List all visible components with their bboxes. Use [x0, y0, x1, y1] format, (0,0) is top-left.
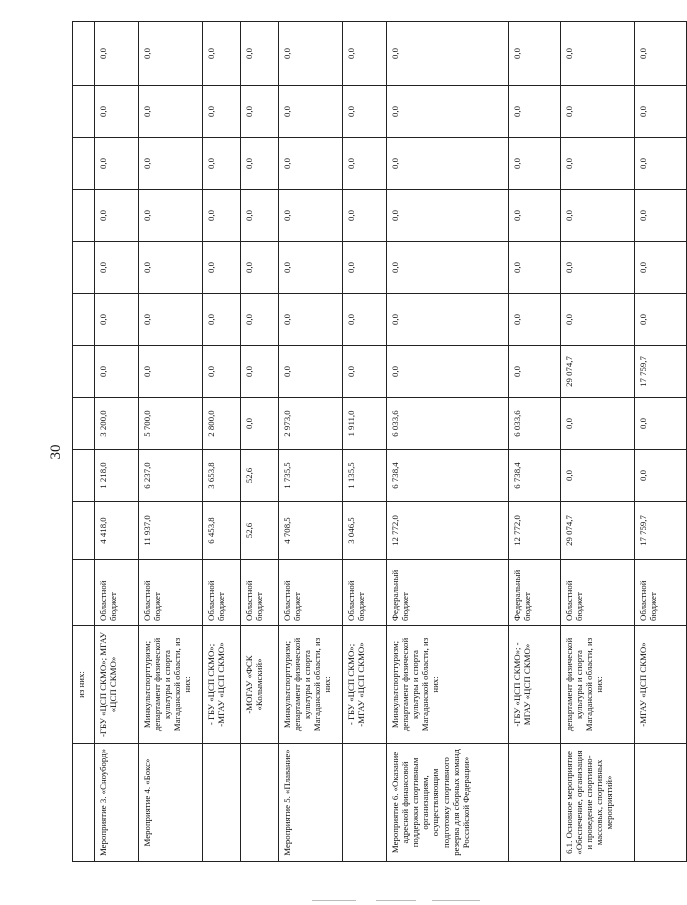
amount-cell: 0,0	[203, 242, 241, 294]
table-row	[635, 22, 687, 862]
amount-cell	[73, 22, 95, 86]
executor-cell: Минкультспорттуризм; департамент физической культуры и спорта Магаданской области, из них:	[387, 626, 509, 744]
executor-cell: -ГБУ «ЦСП СКМО»; МГАУ «ЦСП СКМО»	[95, 626, 139, 744]
funding-source-cell	[73, 560, 95, 626]
amount-cell: 0,0	[635, 450, 687, 502]
table-row	[139, 22, 203, 862]
amount-cell: 0,0	[279, 242, 343, 294]
executor-cell: - ГБУ «ЦСП СКМО»; -МГАУ «ЦСП СКМО»	[343, 626, 387, 744]
amount-cell: 0,0	[241, 190, 279, 242]
amount-cell: 0,0	[203, 190, 241, 242]
budget-table	[72, 21, 687, 862]
amount-cell: 17 759,7	[635, 346, 687, 398]
funding-source-cell: Областной бюджет	[635, 560, 687, 626]
amount-cell: 17 759,7	[635, 502, 687, 560]
amount-cell: 0,0	[139, 22, 203, 86]
amount-cell: 0,0	[343, 22, 387, 86]
amount-cell: 6 738,4	[387, 450, 509, 502]
amount-cell: 0,0	[95, 346, 139, 398]
table-row	[73, 22, 95, 862]
amount-cell: 0,0	[343, 294, 387, 346]
amount-cell: 0,0	[387, 86, 509, 138]
amount-cell: 2 800,0	[203, 398, 241, 450]
amount-cell: 1 911,0	[343, 398, 387, 450]
amount-cell: 0,0	[343, 138, 387, 190]
amount-cell: 12 772,0	[509, 502, 561, 560]
table-row	[203, 22, 241, 862]
measure-name-cell	[241, 744, 279, 862]
amount-cell: 6 738,4	[509, 450, 561, 502]
measure-name-cell: Мероприятие 4. «Бокс»	[139, 744, 203, 862]
amount-cell: 1 135,5	[343, 450, 387, 502]
amount-cell: 29 074,7	[561, 502, 635, 560]
measure-name-cell	[73, 744, 95, 862]
amount-cell: 0,0	[561, 242, 635, 294]
amount-cell: 0,0	[387, 242, 509, 294]
amount-cell: 0,0	[241, 242, 279, 294]
amount-cell: 0,0	[203, 294, 241, 346]
amount-cell: 0,0	[241, 86, 279, 138]
amount-cell: 0,0	[139, 294, 203, 346]
amount-cell: 0,0	[203, 138, 241, 190]
measure-name-cell	[343, 744, 387, 862]
amount-cell	[73, 398, 95, 450]
table-row	[387, 22, 509, 862]
funding-source-cell: Областной бюджет	[139, 560, 203, 626]
amount-cell: 0,0	[509, 346, 561, 398]
amount-cell: 0,0	[387, 22, 509, 86]
amount-cell: 0,0	[561, 138, 635, 190]
amount-cell	[73, 190, 95, 242]
amount-cell: 0,0	[279, 346, 343, 398]
amount-cell	[73, 346, 95, 398]
amount-cell: 0,0	[509, 86, 561, 138]
funding-source-cell: Областной бюджет	[343, 560, 387, 626]
amount-cell: 52,6	[241, 450, 279, 502]
funding-source-cell: Федеральный бюджет	[509, 560, 561, 626]
table-row	[241, 22, 279, 862]
table-row	[561, 22, 635, 862]
amount-cell: 0,0	[241, 22, 279, 86]
executor-cell: Минкультспорттуризм; департамент физической культуры и спорта Магаданской области, из них:	[139, 626, 203, 744]
amount-cell: 0,0	[139, 138, 203, 190]
amount-cell: 0,0	[387, 190, 509, 242]
footer-rule	[432, 900, 480, 901]
amount-cell: 6 033,6	[509, 398, 561, 450]
footer-rule	[312, 900, 356, 901]
amount-cell: 0,0	[509, 294, 561, 346]
rotated-page	[72, 40, 659, 862]
amount-cell: 3 653,8	[203, 450, 241, 502]
amount-cell: 0,0	[343, 242, 387, 294]
amount-cell: 6 033,6	[387, 398, 509, 450]
measure-name-cell: Мероприятие 3. «Сноуборд»	[95, 744, 139, 862]
amount-cell: 0,0	[139, 86, 203, 138]
amount-cell: 0,0	[635, 294, 687, 346]
measure-name-cell: 6.1. Основное мероприятие «Обеспечение, организация и проведение спортивно-массовых, спортивных мероприятий»	[561, 744, 635, 862]
amount-cell: 0,0	[561, 86, 635, 138]
table-row	[343, 22, 387, 862]
amount-cell: 0,0	[509, 138, 561, 190]
amount-cell: 0,0	[139, 346, 203, 398]
measure-name-cell: Мероприятие 6. «Оказание адресной финансовой поддержки спортивным организациям, осуществляющим подготовку спортивного резерва для сборных команд Российской Федерации»	[387, 744, 509, 862]
executor-cell: департамент физической культуры и спорта Магаданской области, из них:	[561, 626, 635, 744]
amount-cell: 5 700,0	[139, 398, 203, 450]
amount-cell: 0,0	[509, 242, 561, 294]
amount-cell: 0,0	[343, 86, 387, 138]
page-number: 30	[48, 444, 64, 460]
amount-cell: 2 973,0	[279, 398, 343, 450]
amount-cell: 0,0	[635, 190, 687, 242]
amount-cell: 0,0	[203, 22, 241, 86]
amount-cell: 29 074,7	[561, 346, 635, 398]
funding-source-cell: Федеральный бюджет	[387, 560, 509, 626]
amount-cell: 0,0	[241, 138, 279, 190]
amount-cell: 0,0	[509, 190, 561, 242]
amount-cell: 0,0	[279, 138, 343, 190]
amount-cell: 0,0	[387, 138, 509, 190]
amount-cell: 0,0	[635, 242, 687, 294]
amount-cell: 0,0	[203, 86, 241, 138]
amount-cell	[73, 242, 95, 294]
executor-cell: из них:	[73, 626, 95, 744]
measure-name-cell	[203, 744, 241, 862]
amount-cell: 4 418,0	[95, 502, 139, 560]
amount-cell: 0,0	[95, 138, 139, 190]
amount-cell: 0,0	[635, 86, 687, 138]
funding-source-cell: Областной бюджет	[241, 560, 279, 626]
executor-cell: - ГБУ «ЦСП СКМО»; -МГАУ «ЦСП СКМО»	[203, 626, 241, 744]
amount-cell: 0,0	[509, 22, 561, 86]
amount-cell: 0,0	[279, 190, 343, 242]
funding-source-cell: Областной бюджет	[279, 560, 343, 626]
measure-name-cell	[509, 744, 561, 862]
amount-cell: 4 708,5	[279, 502, 343, 560]
table-row	[279, 22, 343, 862]
amount-cell	[73, 294, 95, 346]
amount-cell: 0,0	[635, 22, 687, 86]
table-row	[509, 22, 561, 862]
measure-name-cell	[635, 744, 687, 862]
amount-cell: 0,0	[561, 294, 635, 346]
amount-cell: 0,0	[635, 398, 687, 450]
amount-cell: 6 453,8	[203, 502, 241, 560]
amount-cell: 52,6	[241, 502, 279, 560]
amount-cell	[73, 86, 95, 138]
amount-cell: 0,0	[95, 242, 139, 294]
amount-cell: 0,0	[561, 398, 635, 450]
amount-cell: 0,0	[635, 138, 687, 190]
amount-cell: 11 937,0	[139, 502, 203, 560]
executor-cell: -МОГАУ «ФСК «Колымский»	[241, 626, 279, 744]
amount-cell: 12 772,0	[387, 502, 509, 560]
amount-cell: 0,0	[139, 190, 203, 242]
funding-source-cell: Областной бюджет	[203, 560, 241, 626]
amount-cell: 0,0	[139, 242, 203, 294]
amount-cell: 0,0	[343, 190, 387, 242]
funding-source-cell: Областной бюджет	[95, 560, 139, 626]
amount-cell: 3 200,0	[95, 398, 139, 450]
amount-cell: 0,0	[95, 86, 139, 138]
amount-cell: 0,0	[95, 190, 139, 242]
funding-source-cell: Областной бюджет	[561, 560, 635, 626]
amount-cell: 6 237,0	[139, 450, 203, 502]
amount-cell: 3 046,5	[343, 502, 387, 560]
amount-cell	[73, 450, 95, 502]
amount-cell: 0,0	[241, 346, 279, 398]
footer-rule	[376, 900, 416, 901]
amount-cell: 0,0	[95, 294, 139, 346]
amount-cell: 0,0	[561, 22, 635, 86]
amount-cell: 0,0	[343, 346, 387, 398]
amount-cell	[73, 138, 95, 190]
amount-cell: 0,0	[95, 22, 139, 86]
executor-cell: -ГБУ «ЦСП СКМО»; - МГАУ «ЦСП СКМО»	[509, 626, 561, 744]
table-row	[95, 22, 139, 862]
amount-cell: 0,0	[387, 294, 509, 346]
amount-cell: 0,0	[241, 294, 279, 346]
amount-cell: 0,0	[387, 346, 509, 398]
amount-cell: 1 735,5	[279, 450, 343, 502]
amount-cell: 0,0	[203, 346, 241, 398]
amount-cell: 0,0	[279, 86, 343, 138]
executor-cell: -МГАУ «ЦСП СКМО»	[635, 626, 687, 744]
amount-cell	[73, 502, 95, 560]
amount-cell: 0,0	[279, 294, 343, 346]
amount-cell: 1 218,0	[95, 450, 139, 502]
executor-cell: Минкультспорттуризм; департамент физической культуры и спорта Магаданской области, из них:	[279, 626, 343, 744]
amount-cell: 0,0	[241, 398, 279, 450]
amount-cell: 0,0	[561, 190, 635, 242]
amount-cell: 0,0	[561, 450, 635, 502]
measure-name-cell: Мероприятие 5. «Плавание»	[279, 744, 343, 862]
amount-cell: 0,0	[279, 22, 343, 86]
